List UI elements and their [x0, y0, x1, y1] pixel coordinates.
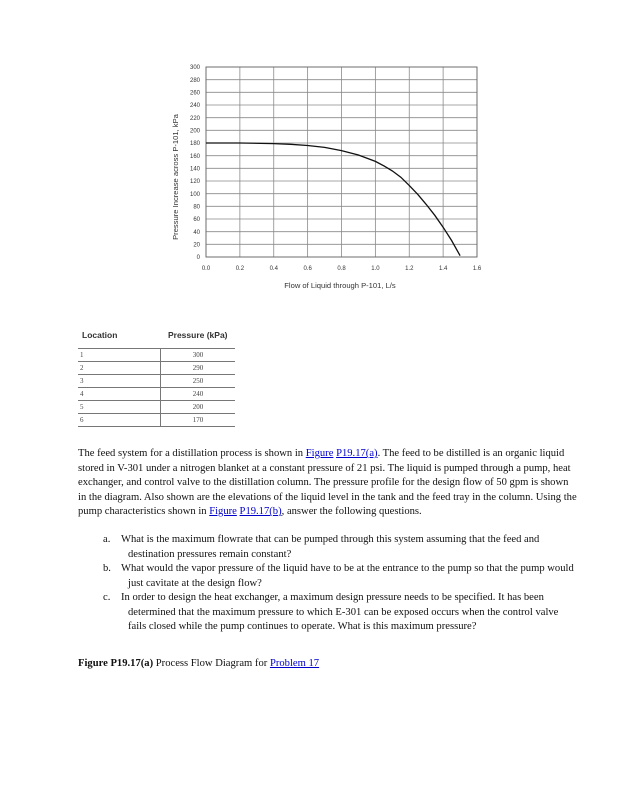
x-tick-label: 0.0 — [201, 266, 211, 272]
location-cell: 1 — [78, 349, 161, 362]
pump-curve-chart — [160, 55, 500, 300]
y-tick-label: 300 — [189, 65, 200, 72]
x-tick-label: 1.2 — [405, 266, 414, 272]
question-marker: c. — [103, 592, 111, 603]
y-tick-label: 160 — [189, 153, 200, 160]
y-tick-label: 60 — [193, 217, 200, 224]
pressure-cell: 240 — [161, 388, 236, 401]
table-row — [78, 388, 235, 401]
y-tick-label: 0 — [196, 255, 200, 262]
x-axis-label: Flow of Liquid through P-101, L/s — [284, 281, 396, 290]
x-tick-label: 0.8 — [337, 266, 346, 272]
question-text: In order to design the heat exchanger, a maximum design pressure needs to be specified. It has been determined that the maximum pressure to which E-301 can be exposed occurs when the control valve fails closed while the pump continues to operate. What is this maximum pressure? — [121, 592, 559, 632]
figure-link[interactable]: Figure — [305, 448, 334, 459]
question-item — [78, 562, 578, 591]
pressure-cell: 290 — [161, 362, 236, 375]
y-axis-label: Pressure Increase across P-101, kPa — [171, 114, 180, 240]
y-tick-label: 220 — [189, 115, 200, 122]
y-tick-label: 180 — [189, 141, 200, 148]
y-tick-label: 240 — [189, 103, 200, 110]
location-cell: 5 — [78, 401, 161, 414]
caption-label: Figure P19.17(a) — [78, 658, 154, 669]
question-marker: b. — [103, 563, 111, 574]
x-tick-label: 0.4 — [269, 266, 278, 272]
col-header-pressure: Pressure (kPa) — [161, 327, 236, 349]
statement-text: , answer the following questions. — [281, 506, 422, 517]
pressure-cell: 300 — [161, 349, 236, 362]
question-list — [78, 533, 578, 635]
y-tick-label: 140 — [189, 166, 200, 173]
table-row — [78, 375, 235, 388]
pressure-cell: 170 — [161, 414, 236, 427]
question-item — [78, 533, 578, 562]
col-header-location: Location — [78, 327, 161, 349]
statement-text: The feed system for a distillation process is shown in — [78, 448, 306, 459]
figure-link[interactable]: Figure — [209, 506, 237, 517]
x-tick-label: 1.4 — [438, 266, 448, 272]
x-tick-labels — [202, 266, 482, 272]
pressure-cell: 200 — [161, 401, 236, 414]
location-cell: 2 — [78, 362, 161, 375]
question-item — [78, 591, 578, 635]
y-tick-label: 20 — [193, 242, 200, 249]
figure-caption — [78, 657, 578, 672]
figure-p19-17b-link[interactable]: P19.17(b) — [239, 506, 282, 517]
y-tick-label: 40 — [193, 229, 200, 236]
location-cell: 3 — [78, 375, 161, 388]
x-tick-label: 1.6 — [472, 266, 482, 272]
y-tick-label: 280 — [189, 77, 200, 84]
y-tick-label: 200 — [189, 128, 200, 135]
table-row — [78, 349, 235, 362]
table-row — [78, 401, 235, 414]
figure-p19-17a-link[interactable]: P19.17(a) — [336, 448, 378, 459]
question-text: What is the maximum flowrate that can be pumped through this system assuming that the feed and destination pressures remain constant? — [121, 534, 540, 560]
statement-text: . The feed to be distilled is an organic liquid stored in V-301 under a nitrogen blanket at a constant pressure of 21 psi. The liquid is pumped through a pump, heat exchanger, and control valve to the distillation column. The pressure profile for the design flow of 50 gpm is shown in the diagram. Also shown are the elevations of the liquid level in the tank and the feed tray in the column. Using the pump characteristics shown in — [78, 448, 577, 517]
pressure-cell: 250 — [161, 375, 236, 388]
pressure-location-table — [78, 327, 235, 427]
problem-statement — [78, 447, 578, 520]
y-tick-labels — [190, 65, 201, 261]
question-text: What would the vapor pressure of the liquid have to be at the entrance to the pump so that the pump would just cavitate at the design flow? — [121, 563, 574, 589]
x-tick-label: 0.6 — [303, 266, 312, 272]
y-tick-label: 120 — [189, 179, 200, 186]
x-tick-label: 1.0 — [371, 266, 380, 272]
table-row — [78, 414, 235, 427]
y-tick-label: 260 — [189, 90, 200, 97]
caption-text: Process Flow Diagram for — [153, 658, 270, 669]
pump-curve-line — [206, 143, 460, 256]
y-tick-label: 80 — [193, 204, 200, 211]
question-marker: a. — [103, 534, 111, 545]
location-cell: 6 — [78, 414, 161, 427]
table-row — [78, 362, 235, 375]
chart-grid — [206, 67, 477, 257]
x-tick-label: 0.2 — [235, 266, 245, 272]
y-tick-label: 100 — [189, 191, 200, 198]
location-cell: 4 — [78, 388, 161, 401]
problem-17-link[interactable]: Problem 17 — [269, 658, 320, 669]
